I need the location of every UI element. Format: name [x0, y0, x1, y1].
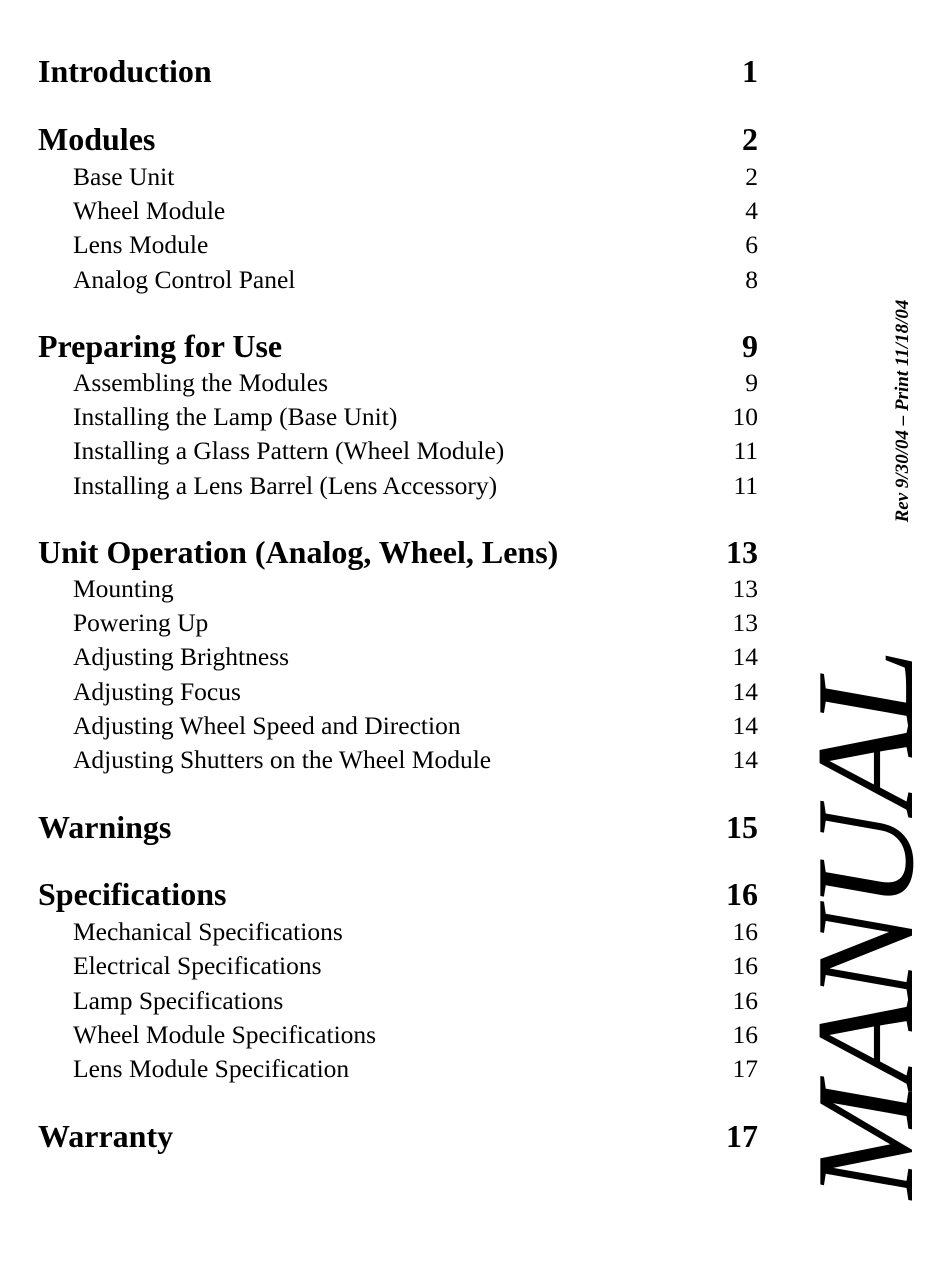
toc-page-number: 4 [745, 196, 758, 225]
toc-item[interactable] [0, 642, 760, 672]
toc-item[interactable] [0, 917, 760, 947]
toc-page-number: 17 [726, 1118, 758, 1154]
toc-page-number: 2 [745, 162, 758, 191]
toc-section-title: Introduction [38, 53, 212, 89]
toc-item-title: Lens Module Specification [73, 1054, 350, 1083]
toc-item-title: Installing a Lens Barrel (Lens Accessory) [73, 471, 498, 500]
toc-page-number: 2 [742, 121, 758, 157]
toc-page-number: 14 [732, 677, 758, 706]
toc-page-number: 14 [732, 642, 758, 671]
toc-section-title: Modules [38, 121, 156, 157]
toc-page-number: 17 [732, 1054, 758, 1083]
toc-page-number: 10 [732, 402, 758, 431]
toc-section-specifications[interactable] [0, 875, 760, 913]
toc-item-title: Powering Up [73, 608, 209, 637]
toc-section-title: Unit Operation (Analog, Wheel, Lens) [38, 534, 559, 570]
toc-section-warnings[interactable] [0, 808, 760, 846]
toc-page-number: 9 [745, 368, 758, 397]
toc-item[interactable] [0, 196, 760, 226]
toc-item[interactable] [0, 436, 760, 466]
toc-item[interactable] [0, 745, 760, 775]
toc-section-title: Warranty [38, 1118, 174, 1154]
toc-page-number: 16 [732, 951, 758, 980]
toc-item-title: Analog Control Panel [73, 265, 296, 294]
toc-item-title: Electrical Specifications [73, 951, 322, 980]
toc-item-title: Assembling the Modules [73, 368, 328, 397]
toc-item[interactable] [0, 711, 760, 741]
toc-item[interactable] [0, 574, 760, 604]
toc-page-number: 16 [732, 986, 758, 1015]
toc-item[interactable] [0, 230, 760, 260]
revision-date-label: Rev 9/30/04 – Print 11/18/04 [892, 299, 913, 523]
toc-section-introduction[interactable] [0, 52, 760, 90]
toc-item-title: Installing a Glass Pattern (Wheel Module) [73, 436, 505, 465]
toc-page-number: 14 [732, 745, 758, 774]
toc-item-title: Wheel Module [73, 196, 226, 225]
toc-item[interactable] [0, 471, 760, 501]
toc-section-warranty[interactable] [0, 1117, 760, 1155]
toc-section-title: Specifications [38, 876, 227, 912]
toc-page-number: 8 [745, 265, 758, 294]
toc-section-preparing-for-use[interactable] [0, 327, 760, 365]
toc-page-number: 11 [733, 436, 758, 465]
toc-item[interactable] [0, 677, 760, 707]
toc-item[interactable] [0, 265, 760, 295]
toc-item[interactable] [0, 162, 760, 192]
toc-item-title: Installing the Lamp (Base Unit) [73, 402, 398, 431]
toc-item-title: Lens Module [73, 230, 209, 259]
toc-item-title: Lamp Specifications [73, 986, 284, 1015]
toc-item-title: Adjusting Brightness [73, 642, 290, 671]
toc-item[interactable] [0, 368, 760, 398]
toc-page-number: 16 [726, 876, 758, 912]
toc-page-number: 1 [742, 53, 758, 89]
toc-page-number: 16 [732, 1020, 758, 1049]
toc-page-number: 13 [726, 534, 758, 570]
toc-section-modules[interactable] [0, 120, 760, 158]
toc-item[interactable] [0, 402, 760, 432]
toc-item[interactable] [0, 1054, 760, 1084]
toc-page-number: 13 [732, 608, 758, 637]
toc-page-number: 16 [732, 917, 758, 946]
toc-item-title: Adjusting Shutters on the Wheel Module [73, 745, 492, 774]
toc-item-title: Wheel Module Specifications [73, 1020, 377, 1049]
toc-item[interactable] [0, 608, 760, 638]
toc-page-number: 15 [726, 809, 758, 845]
toc-page-number: 14 [732, 711, 758, 740]
toc-item[interactable] [0, 951, 760, 981]
toc-item-title: Adjusting Wheel Speed and Direction [73, 711, 461, 740]
toc-section-title: Warnings [38, 809, 172, 845]
toc-item-title: Base Unit [73, 162, 175, 191]
toc-page-number: 9 [742, 328, 758, 364]
toc-item-title: Mechanical Specifications [73, 917, 343, 946]
toc-section-unit-operation[interactable] [0, 533, 760, 571]
manual-title-vertical [788, 651, 943, 1199]
toc-item[interactable] [0, 1020, 760, 1050]
toc-page-number: 11 [733, 471, 758, 500]
toc-item-title: Adjusting Focus [73, 677, 241, 706]
toc-page-number: 13 [732, 574, 758, 603]
toc-item[interactable] [0, 986, 760, 1016]
toc-page-number: 6 [745, 230, 758, 259]
toc-section-title: Preparing for Use [38, 328, 283, 364]
manual-title-text: MANUAL [788, 651, 943, 1199]
toc-item-title: Mounting [73, 574, 174, 603]
